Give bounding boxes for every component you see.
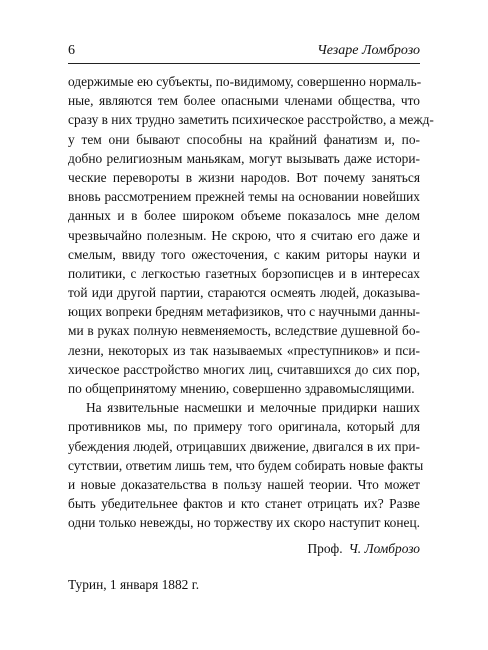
text-line: у тем они бывают способны на крайний фанатизм и, по- (68, 131, 420, 147)
signature-title: Проф. (307, 540, 343, 556)
text-line: чрезвычайно полезным. Не скрою, что я считаю его даже и (68, 227, 420, 243)
text-line: ные, являются тем более опасными членами общества, что (68, 93, 420, 109)
running-head (68, 41, 420, 61)
running-title: Чезаре Ломброзо (317, 43, 420, 58)
text-line: противников мы, по примеру того оригинала, который для (68, 419, 420, 435)
header-rule (68, 63, 420, 64)
text-line: и новые доказательства в пользу нашей теории. Что может (68, 476, 420, 492)
text-line: ми в руках полную невменяемость, вследствие душевной бо- (68, 323, 420, 339)
text-line: На язвительные насмешки и мелочные придирки наших (86, 400, 420, 416)
page-number: 6 (68, 43, 75, 58)
text-line: сутствии, ответим лишь тем, что будем собирать новые факты (68, 457, 424, 473)
text-line: вновь рассмотрением прежней темы на основании новейших (68, 189, 420, 205)
signature (68, 539, 420, 559)
text-line: ющих вопреки бредням метафизиков, что с научными данны- (68, 304, 421, 320)
text-line: по общепринятому мнению, совершенно здравомыслящими. (68, 381, 415, 396)
text-line: убеждения людей, отрицавших движение, двигался в их при- (68, 438, 420, 454)
paragraph-2 (68, 398, 424, 532)
text-line: ческие перевороты в жизни народов. Вот почему заняться (68, 169, 420, 185)
text-line: хическое расстройство многих лиц, считавшихся до сих пор, (68, 361, 420, 377)
text-line: смелым, ввиду того ожесточения, с каким риторы науки и (68, 246, 420, 262)
text-line: лезни, некоторых из так называемых «преступников» и пси- (68, 342, 420, 358)
text-line: добно религиозным маньякам, могут вызывать даже истори- (68, 150, 420, 166)
text-line: сразу в них трудно заметить психическое расстройство, а межд- (68, 112, 434, 128)
paragraph-1 (68, 72, 434, 398)
text-line: одни только невежды, но торжеству их скоро наступит конец. (68, 515, 420, 531)
text-line: данных и в более широком объеме показалось мне делом (68, 208, 420, 224)
text-line: одержимые ею субъекты, по-видимому, совершенно нормаль- (68, 74, 422, 89)
text-line: быть убедительнее фактов и кто станет отрицать их? Разве (68, 496, 420, 512)
body-text (68, 72, 434, 595)
text-line: той иди другой партии, стараются осмеять людей, доказыва- (68, 285, 420, 301)
place-date: Турин, 1 января 1882 г. (68, 576, 200, 592)
text-line: политики, с легкостью газетных борзописцев и в интересах (68, 265, 420, 281)
signature-name: Ч. Ломброзо (348, 540, 420, 556)
